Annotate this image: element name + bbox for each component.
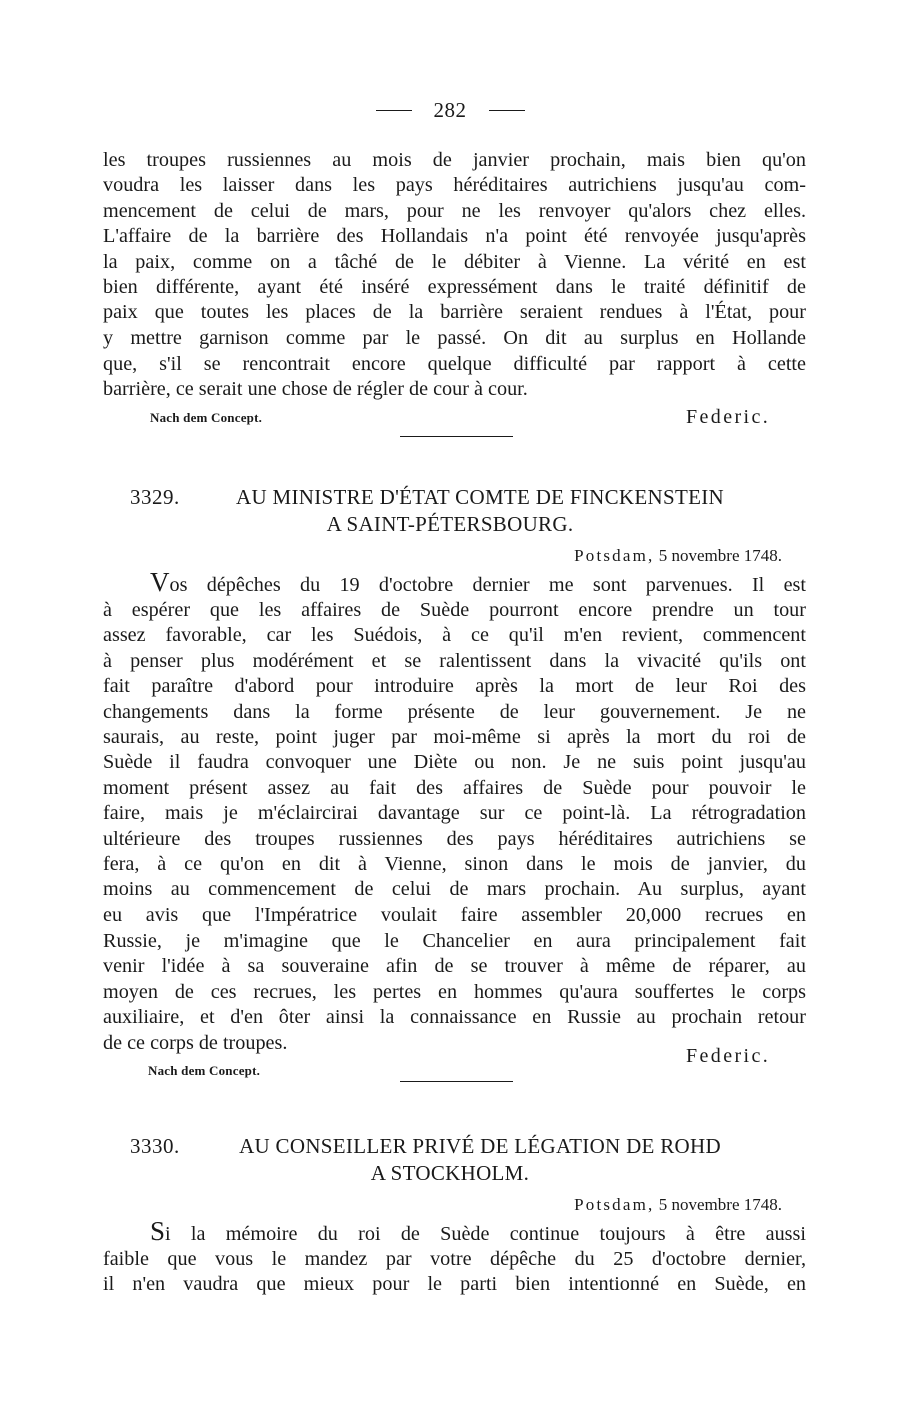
text-line: eu avis que l'Impératrice voulait faire assembler 20,000 recrues en (103, 904, 806, 926)
text-line: y mettre garnison comme par le passé. On dit au surplus en Hollande (103, 327, 806, 349)
text-line: venir l'idée à sa souveraine afin de se trouver à même de réparer, au (103, 955, 806, 977)
text-line: fait paraître d'abord pour introduire après la mort de leur Roi des (103, 675, 806, 697)
text-line: voudra les laisser dans les pays héréditaires autrichiens jusqu'au com- (103, 174, 806, 196)
header-dash-right (489, 110, 525, 111)
header-dash-left (376, 110, 412, 111)
text-line: mencement de celui de mars, pour ne les renvoyer qu'alors chez elles. (103, 200, 806, 222)
dateline (574, 1194, 782, 1216)
section-divider (400, 1081, 513, 1082)
text-line: Suède il faudra convoquer une Diète ou non. Je ne suis point jusqu'au (103, 751, 806, 773)
text-line: que, s'il se rencontrait encore quelque difficulté par rapport à cette (103, 353, 806, 375)
dateline-place: Potsdam, (574, 1195, 655, 1214)
signature: Federic. (686, 406, 771, 428)
text-line: Russie, je m'imagine que le Chancelier en aura principalement fait (103, 930, 806, 952)
first-line (150, 567, 806, 598)
initial-letter: S (150, 1216, 166, 1246)
initial-letter: V (150, 567, 170, 597)
text-line: faire, mais je m'éclaircirai davantage sur ce point-là. La rétrogradation (103, 802, 806, 824)
text-line: moment présent assez au fait des affaires de Suède pour pouvoir le (103, 777, 806, 799)
signature: Federic. (686, 1045, 771, 1067)
text-line: barrière, ce serait une chose de régler de cour à cour. (103, 378, 528, 400)
text-line: à penser plus modérément et se ralentissent dans la vivacité qu'ils ont (103, 650, 806, 672)
text-line: les troupes russiennes au mois de janvier prochain, mais bien qu'on (103, 149, 806, 171)
letter-heading (100, 484, 800, 538)
text-line: L'affaire de la barrière des Hollandais n'a point été renvoyée jusqu'après (103, 225, 806, 247)
source-note: Nach dem Concept. (150, 410, 263, 425)
letter-title: AU CONSEILLER PRIVÉ DE LÉGATION DE ROHD (239, 1134, 721, 1158)
letter-heading (100, 1133, 800, 1187)
text-line: assez favorable, car les Suédois, à ce qu'il m'en revient, commencent (103, 624, 806, 646)
text-line: la paix, comme on a tâché de le débiter à Vienne. La vérité en est (103, 251, 806, 273)
text-line: à espérer que les affaires de Suède pourront encore prendre un tour (103, 599, 806, 621)
text-line: changements dans la forme présente de leur gouvernement. Je ne (103, 701, 806, 723)
letter-destination: A SAINT-PÉTERSBOURG. (326, 512, 574, 536)
text-line: faible que vous le mandez par votre dépêche du 25 d'octobre dernier, (103, 1248, 806, 1270)
source-note: Nach dem Concept. (148, 1063, 261, 1078)
letter-number: 3330. (130, 1134, 180, 1158)
letter-destination: A STOCKHOLM. (370, 1161, 530, 1185)
text-line: moyen de ces recrues, les pertes en hommes qu'aura souffertes le corps (103, 981, 806, 1003)
first-line-text: os dépêches du 19 d'octobre dernier me sont parvenues. Il est (169, 574, 806, 596)
text-line: moins au commencement de celui de mars prochain. Au surplus, ayant (103, 878, 806, 900)
first-line (150, 1216, 806, 1247)
section-divider (400, 436, 513, 437)
text-line: fera, à ce qu'on en dit à Vienne, sinon dans le mois de janvier, du (103, 853, 806, 875)
page-header (0, 98, 900, 123)
dateline (574, 545, 782, 567)
text-line: auxiliaire, et d'en ôter ainsi la connaissance en Russie au prochain retour (103, 1006, 806, 1028)
page-number: 282 (433, 98, 467, 122)
dateline-date: 5 novembre 1748. (658, 546, 782, 565)
text-line: de ce corps de troupes. (103, 1032, 288, 1054)
text-line: paix que toutes les places de la barrière seraient rendues à l'État, pour (103, 301, 806, 323)
text-line: bien différente, ayant été inséré expressément dans le traité définitif de (103, 276, 806, 298)
text-line: il n'en vaudra que mieux pour le parti bien intentionné en Suède, en (103, 1273, 806, 1295)
first-line-text: i la mémoire du roi de Suède continue toujours à être aussi (165, 1223, 806, 1245)
letter-number: 3329. (130, 485, 180, 509)
letter-title: AU MINISTRE D'ÉTAT COMTE DE FINCKENSTEIN (236, 485, 724, 509)
text-line: ultérieure des troupes russiennes des pays héréditaires autrichiens se (103, 828, 806, 850)
text-line: saurais, au reste, point juger par moi-même si après la mort du roi de (103, 726, 806, 748)
dateline-place: Potsdam, (574, 546, 655, 565)
dateline-date: 5 novembre 1748. (658, 1195, 782, 1214)
